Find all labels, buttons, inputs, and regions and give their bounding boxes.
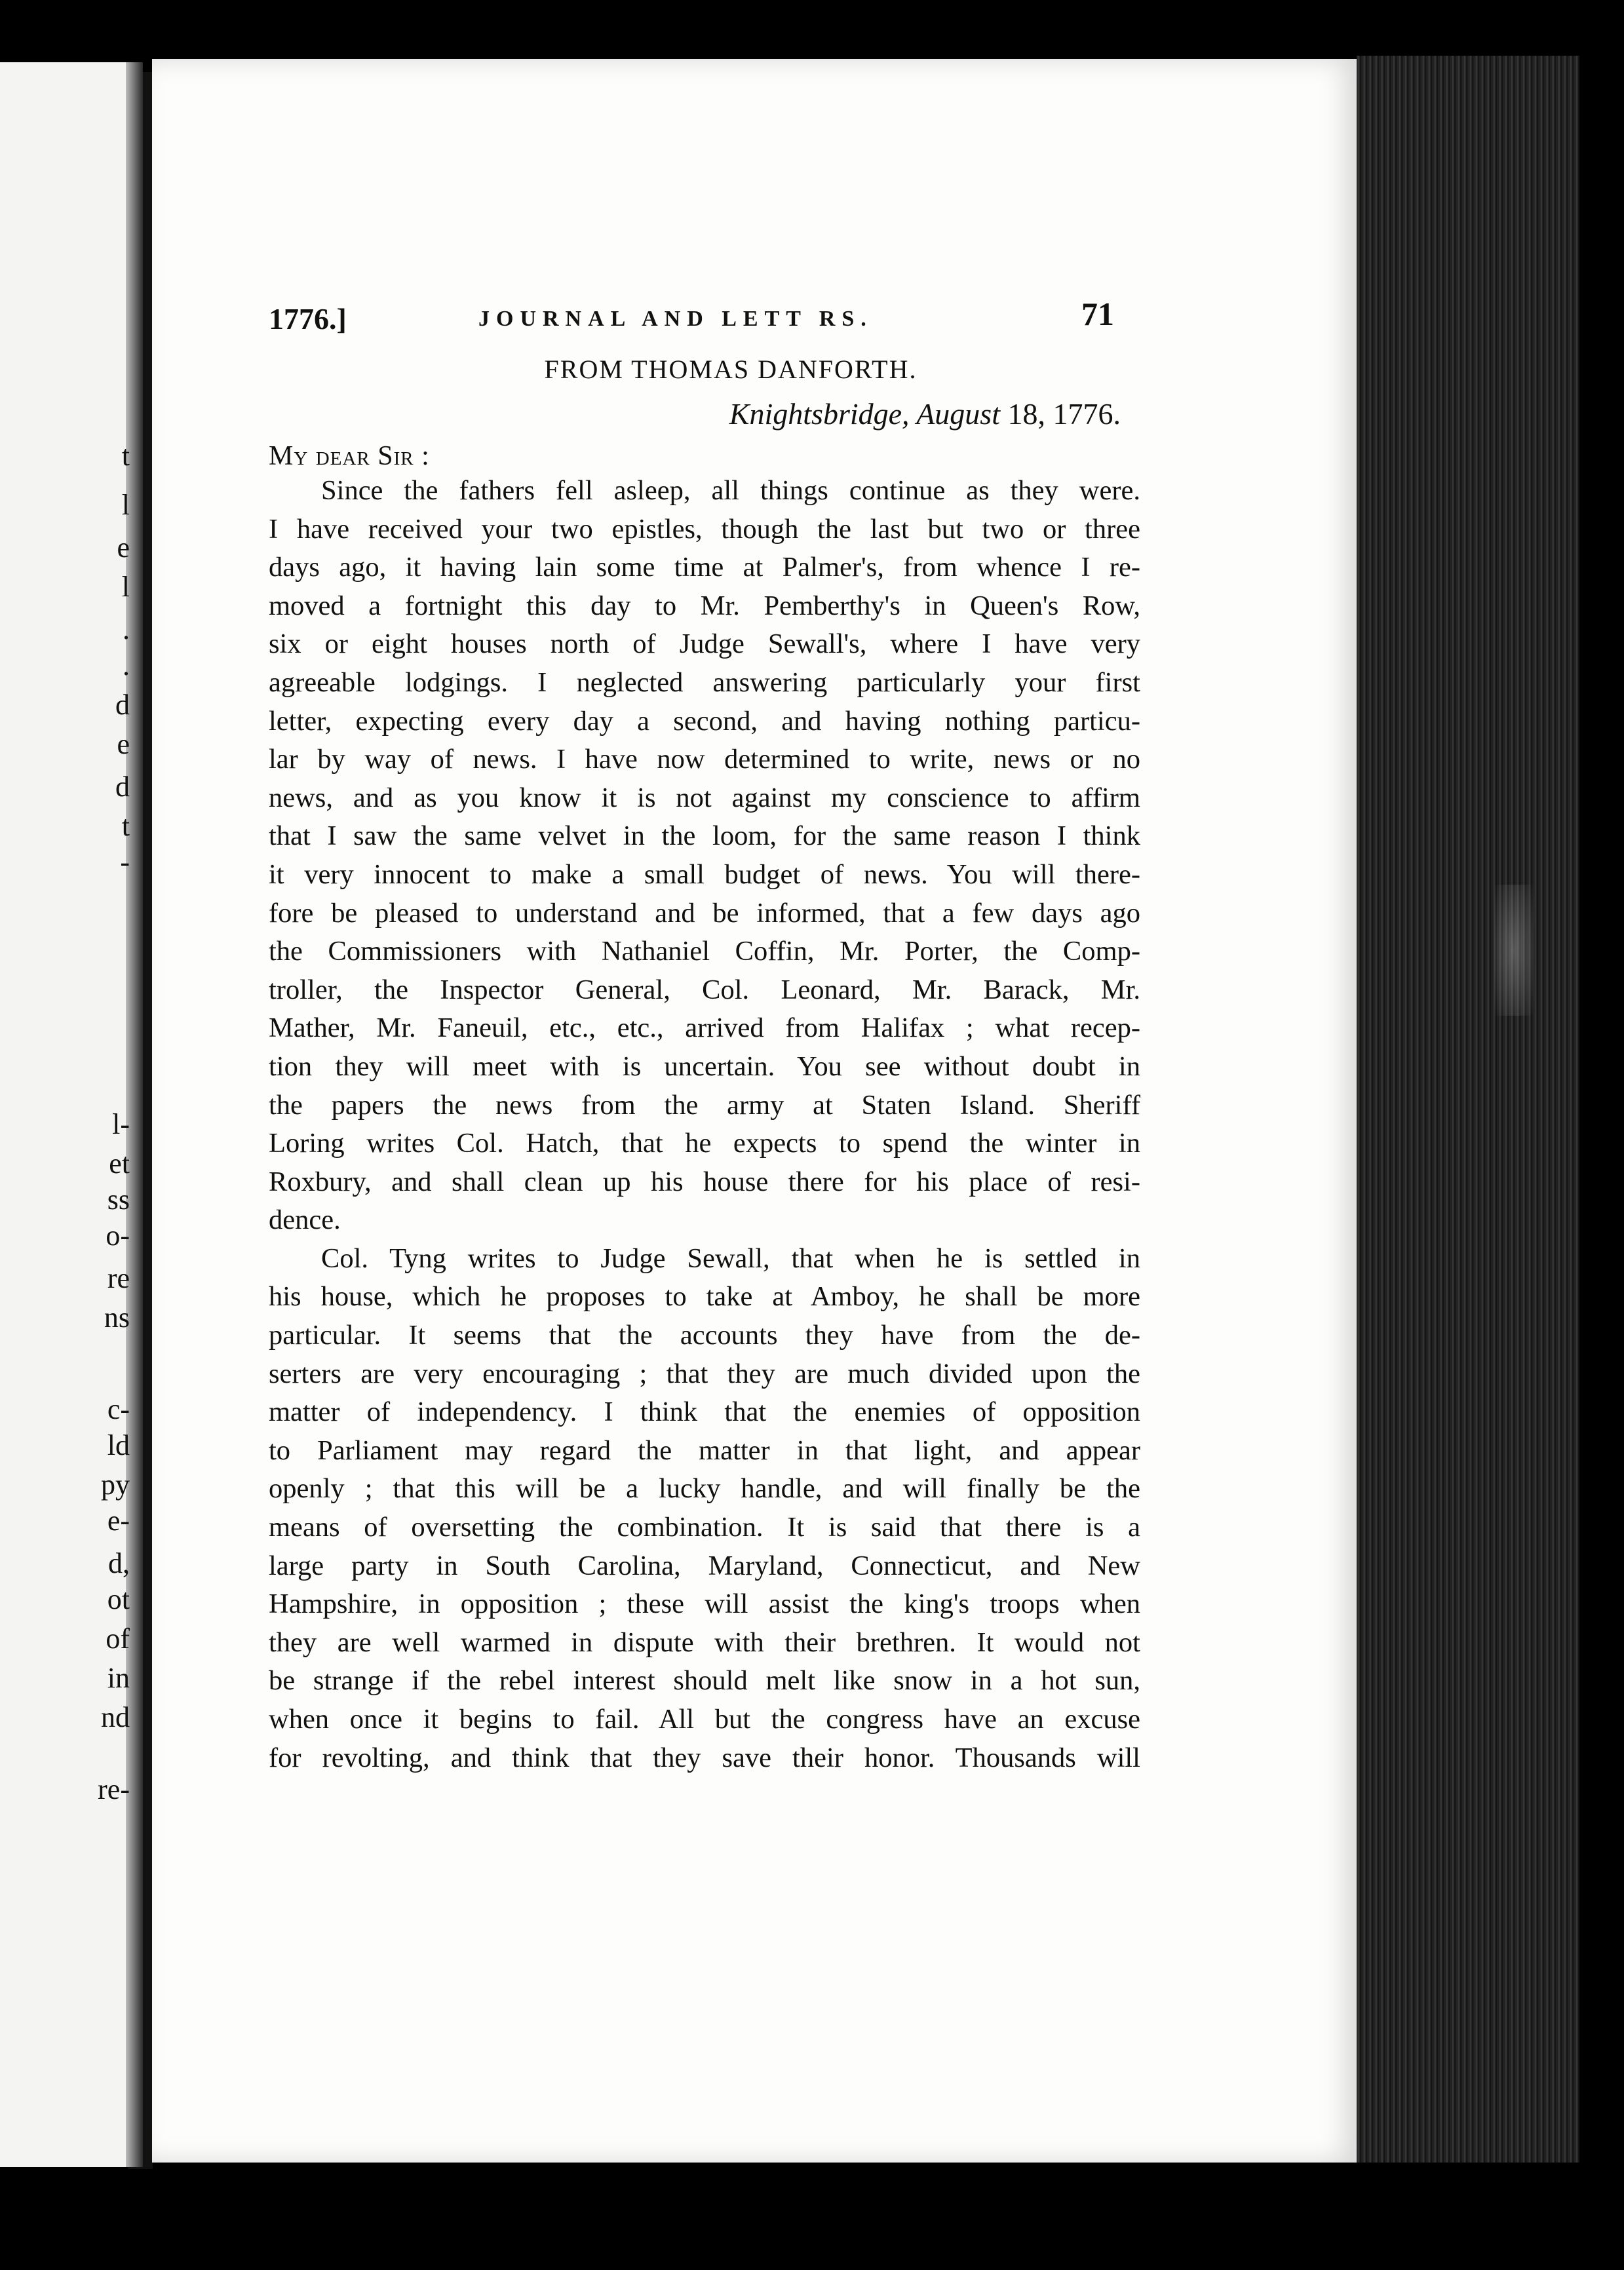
letter-dateline bbox=[269, 396, 1121, 431]
letter-paragraph bbox=[269, 472, 1140, 1240]
left-page-fragment: t bbox=[121, 440, 130, 472]
text-line: means of oversetting the combination. It is said that there is a bbox=[269, 1512, 1140, 1543]
left-page-fragment: e bbox=[117, 531, 130, 564]
letter-paragraph bbox=[269, 1240, 1140, 1777]
running-head-title: JOURNAL AND LETT RS. bbox=[478, 307, 873, 331]
left-page-fragment: ot bbox=[107, 1583, 130, 1615]
text-line: the Commissioners with Nathaniel Coffin, Mr. Porter, the Comp- bbox=[269, 936, 1140, 967]
text-line: Mather, Mr. Faneuil, etc., etc., arrived from Halifax ; what recep- bbox=[269, 1012, 1140, 1044]
text-line: they are well warmed in dispute with their brethren. It would not bbox=[269, 1626, 1140, 1658]
left-page-fragment: . bbox=[123, 649, 130, 682]
text-line: be strange if the rebel interest should melt like snow in a hot sun, bbox=[269, 1665, 1140, 1697]
text-line: I have received your two epistles, though the last but two or three bbox=[269, 513, 1140, 545]
text-line: large party in South Carolina, Maryland, Connecticut, and New bbox=[269, 1550, 1140, 1581]
text-line: agreeable lodgings. I neglected answering particularly your first bbox=[269, 666, 1140, 698]
page-edge-highlight bbox=[1494, 885, 1534, 1016]
left-page-fragment: ss bbox=[107, 1183, 130, 1216]
left-page-fragment: ns bbox=[104, 1301, 130, 1334]
text-line: his house, which he proposes to take at Amboy, he shall be more bbox=[269, 1281, 1140, 1313]
text-line: when once it begins to fail. All but the congress have an excuse bbox=[269, 1704, 1140, 1735]
left-page-fragment: l- bbox=[112, 1108, 130, 1140]
text-line: to Parliament may regard the matter in that light, and appear bbox=[269, 1434, 1140, 1466]
letter-heading: FROM THOMAS DANFORTH. bbox=[544, 355, 918, 384]
left-page-fragment: et bbox=[109, 1147, 130, 1180]
left-page-fragment: t bbox=[121, 810, 130, 842]
text-line: Roxbury, and shall clean up his house there for his place of resi- bbox=[269, 1166, 1140, 1197]
text-line: news, and as you know it is not against my conscience to affirm bbox=[269, 782, 1140, 813]
running-head bbox=[269, 288, 1140, 347]
left-page-fragment: d, bbox=[108, 1547, 130, 1579]
letter-salutation: My dear Sir : bbox=[269, 441, 430, 471]
left-page-fragment: re- bbox=[98, 1773, 130, 1805]
letter-place: Knightsbridge, August bbox=[729, 397, 1000, 431]
text-line: fore be pleased to understand and be informed, that a few days ago bbox=[269, 897, 1140, 929]
left-page-fragment: . bbox=[123, 613, 130, 645]
page-content bbox=[269, 288, 1140, 1777]
text-line: Loring writes Col. Hatch, that he expects to spend the winter in bbox=[269, 1128, 1140, 1159]
left-page-fragment: py bbox=[101, 1469, 130, 1501]
page-number: 71 bbox=[1081, 296, 1114, 332]
text-line: Hampshire, in opposition ; these will assist the king's troops when bbox=[269, 1588, 1140, 1620]
left-page-fragment: c- bbox=[107, 1393, 130, 1425]
left-page-fragment: l bbox=[121, 489, 130, 521]
text-line: serters are very encouraging ; that they are much divided upon the bbox=[269, 1358, 1140, 1389]
text-line: tion they will meet with is uncertain. You see without doubt in bbox=[269, 1050, 1140, 1082]
left-page-fragment: - bbox=[120, 846, 130, 878]
left-page-fragment: d bbox=[115, 689, 130, 721]
text-line: the papers the news from the army at Staten Island. Sheriff bbox=[269, 1089, 1140, 1121]
text-line: matter of independency. I think that the enemies of opposition bbox=[269, 1396, 1140, 1428]
left-page-fragment: d bbox=[115, 771, 130, 803]
letter-body bbox=[269, 472, 1140, 1777]
text-line: for revolting, and think that they save their honor. Thousands will bbox=[269, 1742, 1140, 1773]
left-page-fragment: ld bbox=[107, 1429, 130, 1461]
text-line: Since the fathers fell asleep, all things continue as they were. bbox=[321, 475, 1140, 506]
text-line: six or eight houses north of Judge Sewall's, where I have very bbox=[269, 628, 1140, 660]
text-line: lar by way of news. I have now determined to write, news or no bbox=[269, 744, 1140, 775]
text-line: it very innocent to make a small budget of news. You will there- bbox=[269, 858, 1140, 890]
text-line: troller, the Inspector General, Col. Leonard, Mr. Barack, Mr. bbox=[269, 974, 1140, 1005]
left-page-fragment: l bbox=[121, 571, 130, 603]
page-edges bbox=[1357, 56, 1579, 2163]
left-page-fragment: of bbox=[106, 1623, 130, 1655]
left-facing-page bbox=[0, 62, 143, 2167]
text-line: openly ; that this will be a lucky handle, and will finally be the bbox=[269, 1473, 1140, 1505]
letter-date: 18, 1776. bbox=[1007, 397, 1121, 431]
left-page-fragment: in bbox=[107, 1662, 130, 1694]
left-page-fragment: re bbox=[107, 1262, 130, 1294]
text-line: days ago, it having lain some time at Palmer's, from whence I re- bbox=[269, 552, 1140, 583]
left-page-fragment: nd bbox=[101, 1701, 130, 1733]
running-head-year: 1776.] bbox=[269, 302, 347, 336]
text-line: moved a fortnight this day to Mr. Pemberthy's in Queen's Row, bbox=[269, 590, 1140, 621]
text-line: dence. bbox=[269, 1204, 341, 1236]
text-line: particular. It seems that the accounts they have from the de- bbox=[269, 1320, 1140, 1351]
text-line: letter, expecting every day a second, and having nothing particu- bbox=[269, 705, 1140, 737]
left-page-fragment: e bbox=[117, 728, 130, 760]
left-page-fragment: e- bbox=[107, 1505, 130, 1537]
text-line: that I saw the same velvet in the loom, for the same reason I think bbox=[269, 820, 1140, 852]
text-line: Col. Tyng writes to Judge Sewall, that when he is settled in bbox=[321, 1242, 1140, 1274]
left-page-fragment: o- bbox=[106, 1220, 130, 1252]
